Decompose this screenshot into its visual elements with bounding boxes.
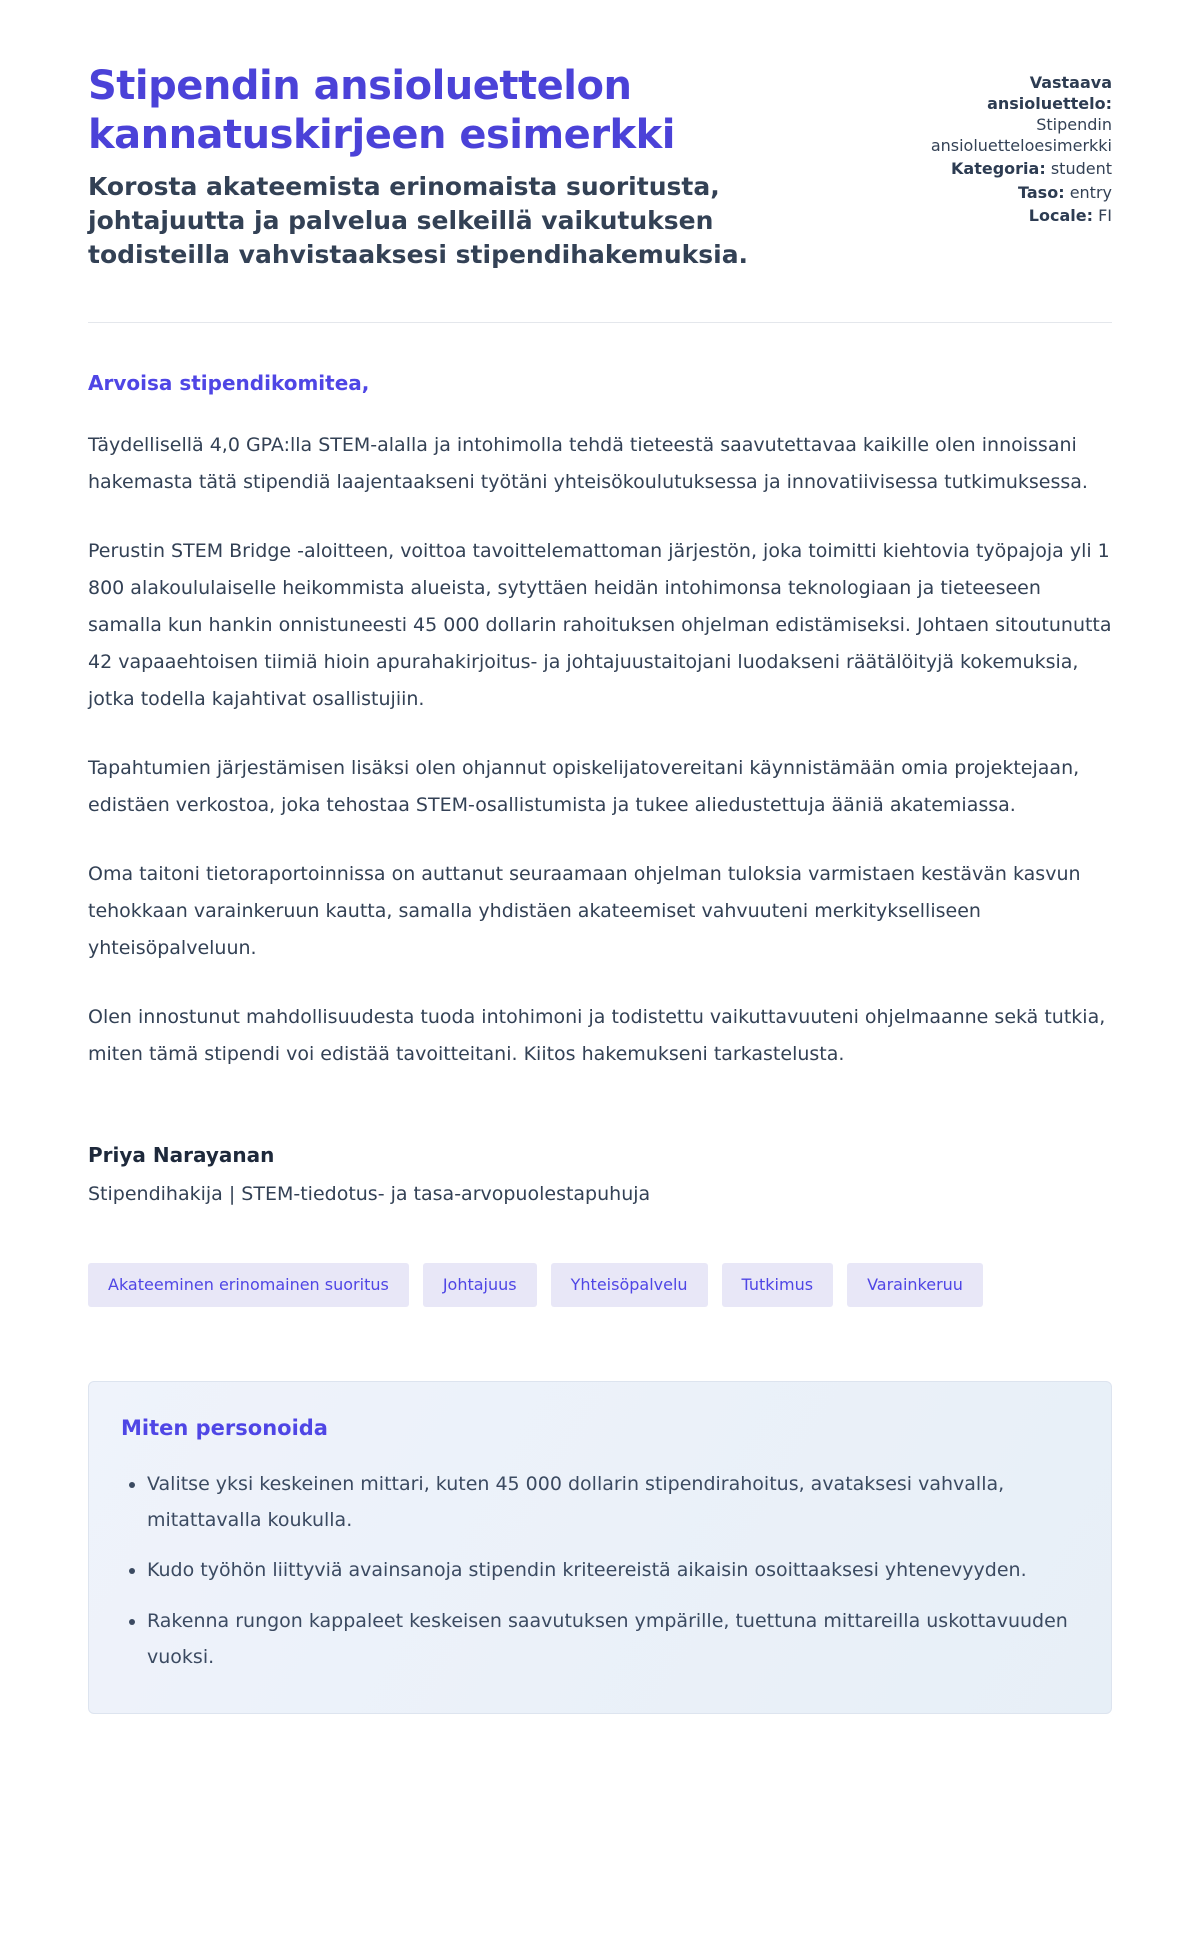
tips-heading: Miten personoida — [121, 1416, 328, 1441]
tag-chip-fundraising[interactable]: Varainkeruu — [847, 1263, 983, 1307]
meta-panel — [907, 72, 1112, 228]
tag-chip-academic-excellence[interactable]: Akateeminen erinomainen suoritus — [88, 1263, 409, 1307]
meta-level-value: entry — [1069, 182, 1112, 202]
personalization-tips-box — [88, 1381, 1112, 1713]
meta-category-value: student — [1050, 159, 1112, 179]
meta-locale — [907, 205, 1112, 226]
meta-category-label: Kategoria: — [951, 159, 1046, 179]
tag-chip-leadership[interactable]: Johtajuus — [423, 1263, 537, 1307]
tip-item-2: • Kudo työhön liittyviä avainsanoja stipendin kriteereistä aikaisin osoittaaksesi yhtenevyyden. — [147, 1552, 1079, 1588]
signature-role: Stipendihakija | STEM-tiedotus- ja tasa-arvopuolestapuhuja — [88, 1183, 651, 1206]
letter-paragraph-4: Oma taitoni tietoraportoinnissa on auttanut seuraamaan ohjelman tuloksia varmistaen kestävän kasvun tehokkaan varainkeruun kautta, samalla yhdistäen akateemiset vahvuuteni merkitykselliseen yhteisöpalveluun. — [88, 863, 1081, 960]
meta-matching-resume — [907, 72, 1112, 156]
header — [88, 62, 1112, 272]
letter-paragraph-5: Olen innostunut mahdollisuudesta tuoda intohimoni ja todistettu vaikuttavuuteni ohjelmaanne sekä tutkia, miten tämä stipendi voi edistää tavoitteitani. Kiitos hakemukseni tarkastelusta. — [88, 1006, 1106, 1066]
tag-chip-research[interactable]: Tutkimus — [722, 1263, 834, 1307]
header-title-block — [88, 62, 768, 272]
letter-paragraph-1: Täydellisellä 4,0 GPA:lla STEM-alalla ja intohimolla tehdä tieteestä saavutettavaa kaikille olen innoissani hakemasta tätä stipendiä laajentaakseni työtäni yhteisökoulutuksessa ja innovatiivisessa tutkimuksessa. — [88, 433, 1088, 493]
meta-locale-label: Locale: — [1028, 205, 1093, 225]
letter-paragraph-2: Perustin STEM Bridge -aloitteen, voittoa tavoittelemattoman järjestön, joka toimitti kiehtovia työpajoja yli 1 800 alakoululaiselle heikommista alueista, sytyttäen heidän intohimonsa teknologiaan ja tieteeseen samalla kun hankin onnistuneesti 45 000 dollarin rahoituksen ohjelman edistämiseksi. Johtaen sitoutunutta 42 vapaaehtoisen tiimiä hioin apurahakirjoitus- ja johtajuustaitojani luodakseni räätälöityjä kokemuksia, jotka todella kajahtivat osallistujiin. — [88, 539, 1112, 710]
tip-item-3: • Rakenna rungon kappaleet keskeisen saavutuksen ympärille, tuettuna mittareilla uskottavuuden vuoksi. — [147, 1603, 1079, 1675]
meta-matching-resume-value: Stipendin ansioluetteloesimerkki — [930, 115, 1112, 156]
letter-body — [88, 371, 1112, 1206]
meta-level-label: Taso: — [1018, 182, 1065, 202]
tag-chip-community-service[interactable]: Yhteisöpalvelu — [551, 1263, 708, 1307]
letter-paragraph-3: Tapahtumien järjestämisen lisäksi olen ohjannut opiskelijatovereitani käynnistämään omia projektejaan, edistäen verkostoa, joka tehostaa STEM-osallistumista ja tukee aliedustettuja ääniä akatemiassa. — [88, 756, 1080, 816]
header-divider — [88, 322, 1112, 323]
page-title: Stipendin ansioluettelon kannatuskirjeen esimerkki — [88, 63, 675, 158]
meta-matching-resume-label: Vastaava ansioluettelo: — [987, 73, 1112, 114]
signature-name: Priya Narayanan — [88, 1143, 275, 1168]
tip-item-1: • Valitse yksi keskeinen mittari, kuten 45 000 dollarin stipendirahoitus, avataksesi vahvalla, mitattavalla koukulla. — [147, 1466, 1079, 1538]
meta-category — [907, 158, 1112, 179]
content-container — [88, 0, 1112, 1714]
meta-locale-value: FI — [1098, 205, 1112, 225]
letter-greeting: Arvoisa stipendikomitea, — [88, 370, 370, 395]
meta-level — [907, 182, 1112, 203]
tag-list — [88, 1263, 1112, 1307]
tips-list — [121, 1466, 1079, 1674]
page-subtitle: Korosta akateemista erinomaista suoritusta, johtajuutta ja palvelua selkeillä vaikutuksen todisteilla vahvistaaksesi stipendihakemuksia. — [88, 171, 749, 269]
